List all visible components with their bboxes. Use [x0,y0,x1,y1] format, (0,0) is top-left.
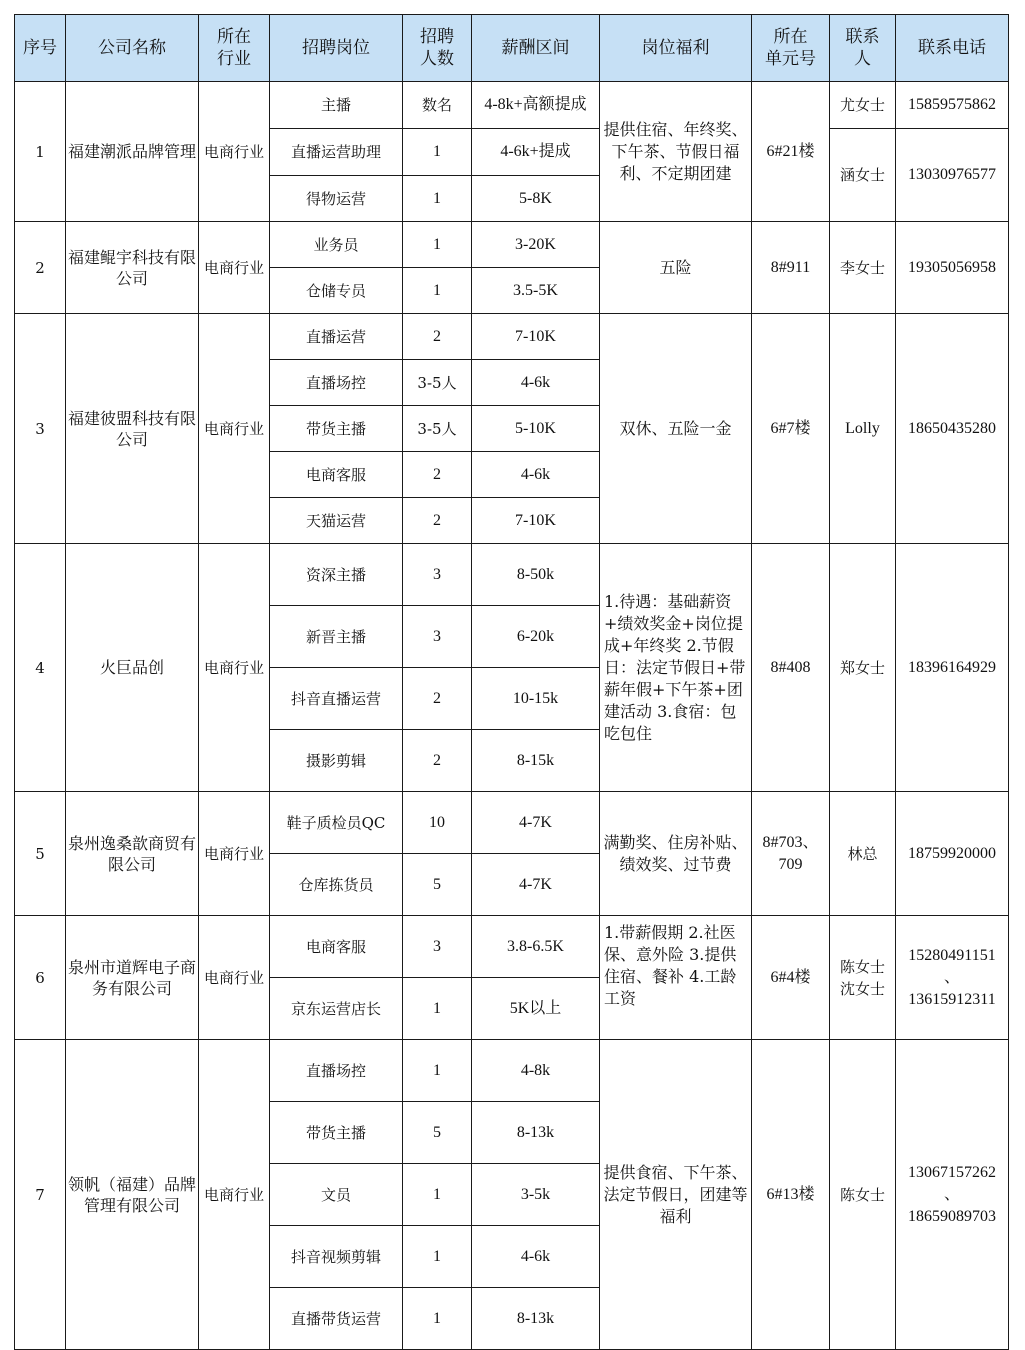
cell-unit: 8#703、709 [752,792,830,916]
cell-benefits: 1.待遇：基础薪资+绩效奖金+岗位提成+年终奖 2.节假日：法定节假日+带薪年假+下午茶+团建活动 3.食宿：包吃包住 [600,544,752,792]
phone-number: 13067157262 [908,1163,996,1181]
cell-count: 1 [403,129,472,176]
cell-count: 3 [403,606,472,668]
cell-position: 带货主播 [270,406,403,452]
header-count [403,15,472,82]
cell-count: 5 [403,1102,472,1164]
cell-company: 泉州逸桑歆商贸有限公司 [66,792,199,916]
cell-contact: 林总 [830,792,896,916]
cell-company: 福建鲲宇科技有限公司 [66,222,199,314]
header-industry-line2: 行业 [217,49,251,69]
phone-number: 15280491151 [908,946,996,964]
cell-salary: 3-20K [472,222,600,268]
cell-count: 1 [403,222,472,268]
cell-position: 文员 [270,1164,403,1226]
table-row [15,916,1009,978]
cell-count: 1 [403,176,472,222]
cell-phone [896,916,1009,1040]
cell-count: 3-5人 [403,406,472,452]
cell-position: 主播 [270,82,403,129]
cell-count: 1 [403,1164,472,1226]
cell-unit: 6#4楼 [752,916,830,1040]
cell-salary: 4-8k [472,1040,600,1102]
cell-phone: 19305056958 [896,222,1009,314]
cell-count: 1 [403,1288,472,1350]
cell-company: 福建潮派品牌管理 [66,82,199,222]
phone-number: 13615912311 [908,990,996,1008]
benefits-text: 1.带薪假期 2.社医保、意外险 3.提供住宿、餐补 4.工龄工资 [604,922,737,1008]
cell-salary: 5-8K [472,176,600,222]
cell-salary: 6-20k [472,606,600,668]
cell-company: 领帆（福建）品牌管理有限公司 [66,1040,199,1350]
cell-salary: 5-10K [472,406,600,452]
cell-position: 仓库拣货员 [270,854,403,916]
cell-contact: 郑女士 [830,544,896,792]
cell-salary: 7-10K [472,314,600,360]
cell-count: 1 [403,268,472,314]
cell-position: 直播场控 [270,360,403,406]
header-row [15,15,1009,82]
cell-industry: 电商行业 [199,222,270,314]
cell-salary: 10-15k [472,668,600,730]
table-row [15,792,1009,854]
header-count-line2: 人数 [420,49,454,69]
cell-position: 带货主播 [270,1102,403,1164]
cell-unit: 8#408 [752,544,830,792]
header-industry-line1: 所在 [217,27,251,47]
header-unit [752,15,830,82]
header-position: 招聘岗位 [270,15,403,82]
cell-count: 2 [403,730,472,792]
job-listing-table [14,14,1009,1350]
cell-contact: 陈女士 [830,1040,896,1350]
cell-count: 2 [403,668,472,730]
cell-benefits: 双休、五险一金 [600,314,752,544]
contact-name: 陈女士 [839,957,885,976]
cell-count: 10 [403,792,472,854]
cell-phone [896,1040,1009,1350]
cell-salary: 4-6k [472,1226,600,1288]
cell-salary: 4-6k [472,360,600,406]
table-row [15,222,1009,268]
header-contact-line2: 人 [854,49,871,69]
cell-seq: 3 [15,314,66,544]
cell-industry: 电商行业 [199,544,270,792]
cell-position: 京东运营店长 [270,978,403,1040]
header-unit-line1: 所在 [773,27,808,47]
cell-company: 福建彼盟科技有限公司 [66,314,199,544]
cell-salary: 4-7K [472,854,600,916]
cell-unit: 6#21楼 [752,82,830,222]
header-contact-line1: 联系 [845,27,880,47]
cell-salary: 3.8-6.5K [472,916,600,978]
cell-industry: 电商行业 [199,1040,270,1350]
cell-salary: 3.5-5K [472,268,600,314]
cell-salary: 3-5k [472,1164,600,1226]
cell-position: 抖音直播运营 [270,668,403,730]
cell-phone: 13030976577 [896,129,1009,222]
header-phone: 联系电话 [896,15,1009,82]
header-contact [830,15,896,82]
phone-separator: 、 [943,1185,960,1203]
header-count-line1: 招聘 [420,27,454,47]
cell-position: 新晋主播 [270,606,403,668]
header-company: 公司名称 [66,15,199,82]
cell-count: 数名 [403,82,472,129]
table-row [15,1040,1009,1102]
cell-count: 1 [403,1226,472,1288]
cell-salary: 8-50k [472,544,600,606]
cell-industry: 电商行业 [199,314,270,544]
cell-salary: 4-8k+高额提成 [472,82,600,129]
cell-position: 直播运营 [270,314,403,360]
cell-position: 电商客服 [270,916,403,978]
cell-position: 抖音视频剪辑 [270,1226,403,1288]
cell-salary: 4-6k [472,452,600,498]
cell-phone: 18759920000 [896,792,1009,916]
cell-phone: 18396164929 [896,544,1009,792]
cell-count: 3 [403,544,472,606]
cell-unit: 8#911 [752,222,830,314]
cell-count: 1 [403,1040,472,1102]
header-industry [199,15,270,82]
cell-contact: 尤女士 [830,82,896,129]
cell-position: 电商客服 [270,452,403,498]
cell-count: 5 [403,854,472,916]
cell-salary: 8-13k [472,1102,600,1164]
cell-position: 摄影剪辑 [270,730,403,792]
cell-seq: 4 [15,544,66,792]
cell-unit: 6#13楼 [752,1040,830,1350]
cell-count: 2 [403,314,472,360]
cell-unit: 6#7楼 [752,314,830,544]
cell-phone: 18650435280 [896,314,1009,544]
cell-seq: 6 [15,916,66,1040]
cell-benefits: 提供住宿、年终奖、下午茶、节假日福利、不定期团建 [600,82,752,222]
cell-position: 鞋子质检员QC [270,792,403,854]
cell-seq: 5 [15,792,66,916]
phone-number: 18659089703 [908,1207,996,1225]
cell-industry: 电商行业 [199,792,270,916]
cell-salary: 5K以上 [472,978,600,1040]
cell-benefits: 满勤奖、住房补贴、绩效奖、过节费 [600,792,752,916]
cell-salary: 8-13k [472,1288,600,1350]
cell-phone: 15859575862 [896,82,1009,129]
table-row [15,314,1009,360]
cell-position: 天猫运营 [270,498,403,544]
cell-salary: 7-10K [472,498,600,544]
cell-count: 3 [403,916,472,978]
cell-salary: 4-6k+提成 [472,129,600,176]
cell-position: 仓储专员 [270,268,403,314]
cell-position: 业务员 [270,222,403,268]
cell-contact: Lolly [830,314,896,544]
cell-salary: 8-15k [472,730,600,792]
cell-position: 直播运营助理 [270,129,403,176]
cell-position: 得物运营 [270,176,403,222]
cell-benefits [600,916,752,1040]
cell-seq: 7 [15,1040,66,1350]
cell-industry: 电商行业 [199,82,270,222]
cell-salary: 4-7K [472,792,600,854]
cell-position: 直播带货运营 [270,1288,403,1350]
cell-industry: 电商行业 [199,916,270,1040]
cell-count: 1 [403,978,472,1040]
cell-benefits: 提供食宿、下午茶、法定节假日，团建等福利 [600,1040,752,1350]
cell-company: 火巨品创 [66,544,199,792]
cell-seq: 1 [15,82,66,222]
contact-name: 沈女士 [839,979,885,998]
header-benefits: 岗位福利 [600,15,752,82]
cell-contact: 李女士 [830,222,896,314]
cell-count: 2 [403,498,472,544]
header-unit-line2: 单元号 [765,49,816,69]
table-row [15,82,1009,129]
cell-position: 资深主播 [270,544,403,606]
phone-separator: 、 [943,968,960,986]
header-salary: 薪酬区间 [472,15,600,82]
header-seq: 序号 [15,15,66,82]
cell-contact [830,916,896,1040]
cell-count: 2 [403,452,472,498]
cell-seq: 2 [15,222,66,314]
cell-benefits: 五险 [600,222,752,314]
cell-contact: 涵女士 [830,129,896,222]
table-row [15,544,1009,606]
cell-company: 泉州市道辉电子商务有限公司 [66,916,199,1040]
cell-count: 3-5人 [403,360,472,406]
cell-position: 直播场控 [270,1040,403,1102]
